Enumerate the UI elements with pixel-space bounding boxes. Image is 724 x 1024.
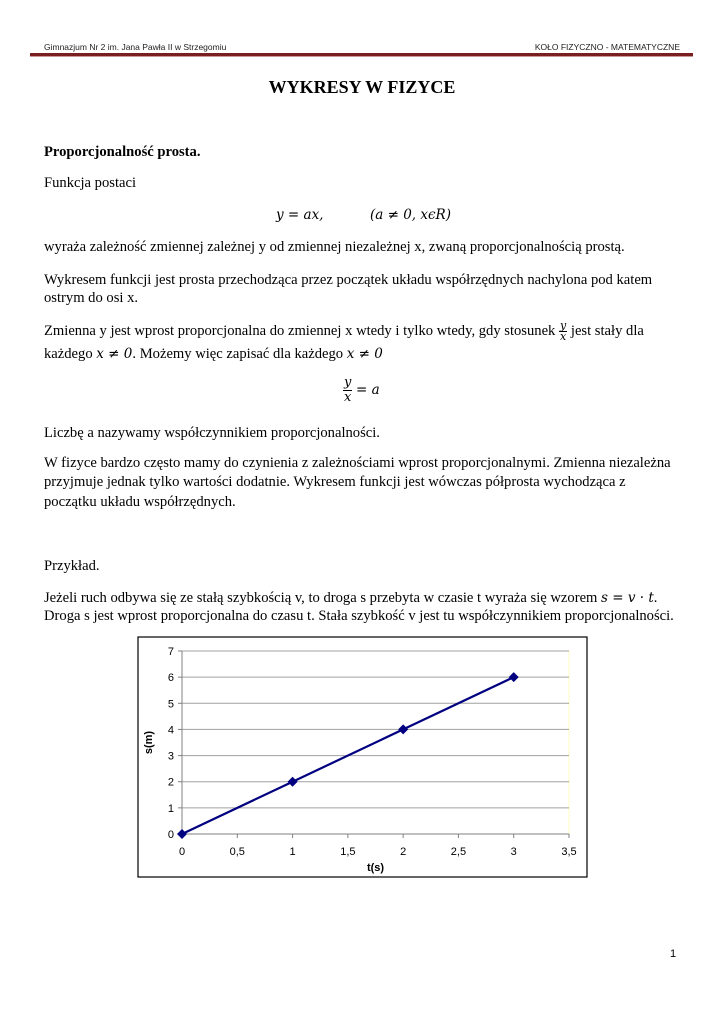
text: każdego xyxy=(44,346,97,362)
y-tick-label: 7 xyxy=(167,646,174,658)
equation-right: (a ≠ 0, xϵR) xyxy=(370,207,451,223)
page-title: WYKRESY W FIZYCE xyxy=(268,77,456,97)
header-right: KOŁO FIZYCZNO - MATEMATYCZNE xyxy=(534,42,680,52)
paragraph: Wykresem funkcji jest prosta przechodząca przez początek układu współrzędnych nachylona pod katem xyxy=(44,272,653,288)
y-tick-label: 0 xyxy=(167,829,174,841)
text: . Możemy więc zapisać dla każdego xyxy=(132,346,347,362)
paragraph: Funkcja postaci xyxy=(44,175,137,191)
x-tick-label: 0,5 xyxy=(229,846,245,858)
text: Jeżeli ruch odbywa się ze stałą szybkością v, to droga s przebyta w czasie t wyraża się wzorem xyxy=(44,590,602,606)
text: Zmienna y jest wprost proporcjonalna do zmiennej x wtedy i tylko wtedy, gdy stosunek xyxy=(44,322,560,339)
y-tick-label: 3 xyxy=(167,750,174,763)
x-tick-label: 3,5 xyxy=(561,846,577,858)
paragraph: wyraża zależność zmiennej zależnej y od zmiennej niezależnej x, zwaną proporcjonalnością prostą. xyxy=(44,239,625,255)
paragraph: ostrym do osi x. xyxy=(44,290,139,306)
math: x ≠ 0 xyxy=(96,346,133,362)
paragraph: początku układu współrzędnych. xyxy=(44,494,236,510)
paragraph: przyjmuje jednak tylko wartości dodatnie. Wykresem funkcji jest wówczas półprosta wychodząca z xyxy=(44,474,626,490)
text: . xyxy=(653,590,658,606)
header-left: Gimnazjum Nr 2 im. Jana Pawła II w Strzegomiu xyxy=(44,42,227,52)
numerator: y xyxy=(344,375,352,390)
paragraph: Liczbę a nazywamy współczynnikiem proporcjonalności. xyxy=(44,425,380,441)
denominator: x xyxy=(560,330,567,343)
x-tick-label: 1,5 xyxy=(340,846,356,858)
section-heading: Proporcjonalność prosta. xyxy=(44,144,201,160)
page-number: 1 xyxy=(670,948,677,960)
y-tick-label: 1 xyxy=(167,802,174,815)
math: x ≠ 0 xyxy=(346,346,383,362)
numerator: y xyxy=(560,319,567,332)
paragraph: Droga s jest wprost proporcjonalna do czasu t. Stała szybkość v jest tu współczynnikiem proporcjonalności. xyxy=(44,608,674,624)
y-tick-label: 6 xyxy=(167,672,174,685)
text: jest stały dla xyxy=(570,322,644,339)
y-axis-label: s(m) xyxy=(143,730,155,755)
x-tick-label: 3 xyxy=(510,846,517,858)
y-tick-label: 5 xyxy=(167,698,174,711)
paragraph: Przykład. xyxy=(44,558,100,574)
x-tick-label: 1 xyxy=(289,846,296,858)
math: = a xyxy=(356,381,380,398)
x-tick-label: 0 xyxy=(178,846,186,858)
y-tick-label: 2 xyxy=(167,776,174,789)
x-tick-label: 2 xyxy=(400,846,407,858)
y-tick-label: 4 xyxy=(167,724,174,737)
x-axis-label: t(s) xyxy=(366,862,385,874)
x-tick-label: 2,5 xyxy=(450,846,467,858)
equation-left: y = ax, xyxy=(276,207,324,223)
denominator: x xyxy=(344,390,352,405)
paragraph: W fizyce bardzo często mamy do czynienia z zależnościami wprost proporcjonalnymi. Zmienna niezależna xyxy=(44,455,671,471)
math: s = v · t xyxy=(601,590,654,606)
